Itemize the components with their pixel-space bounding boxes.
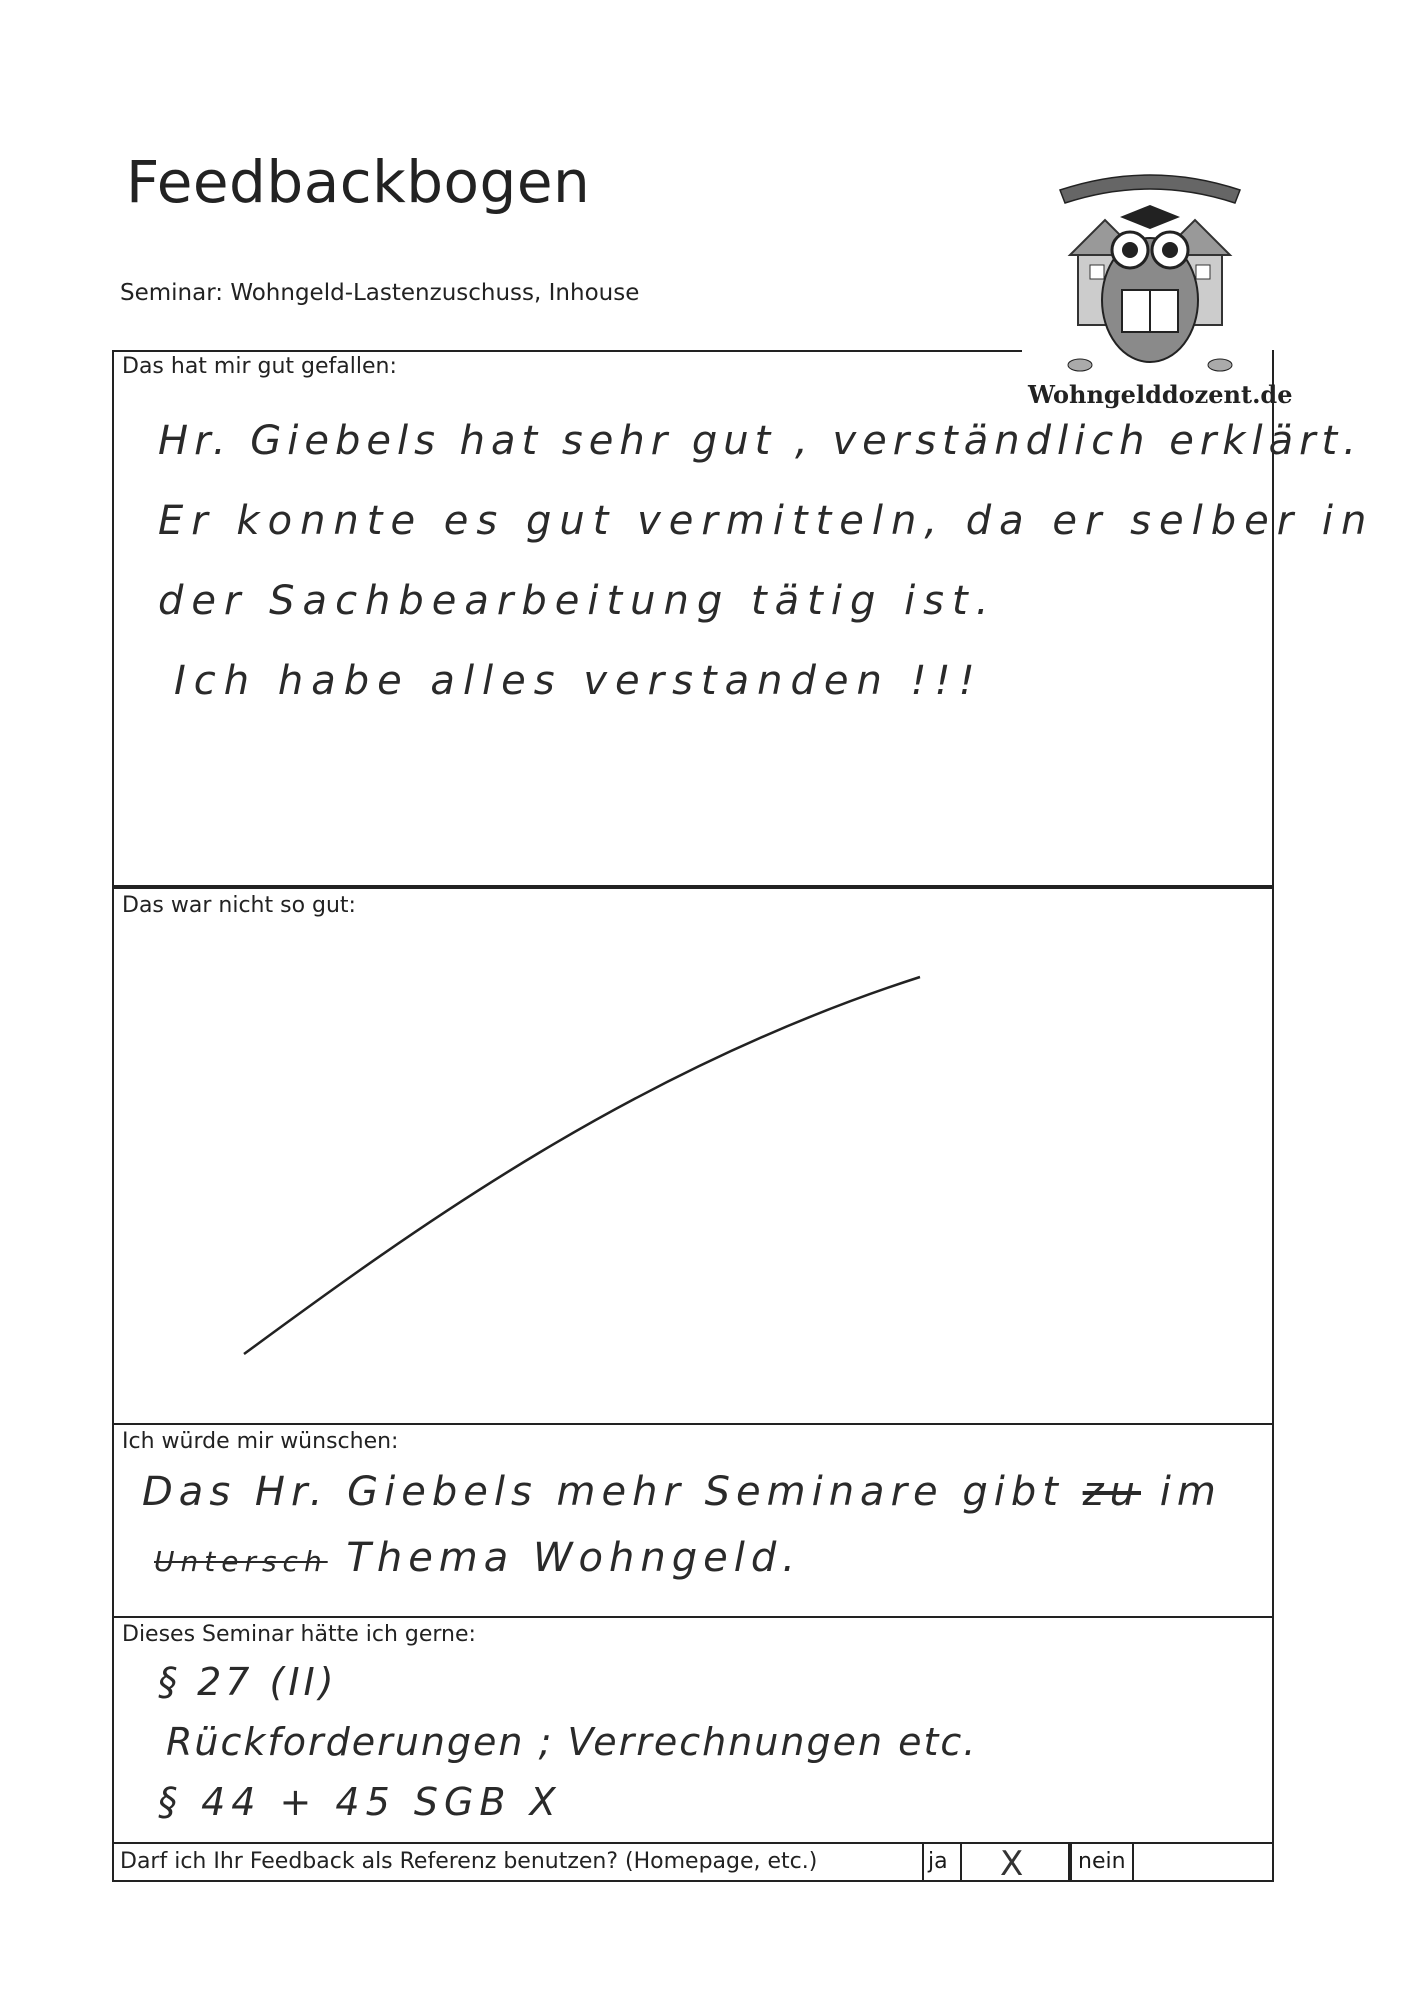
seminar-subtitle: Seminar: Wohngeld-Lastenzuschuss, Inhouse	[120, 280, 640, 306]
section-not-good	[112, 887, 1274, 1425]
section-liked	[112, 350, 1375, 887]
handwritten-line: Ich habe alles verstanden !!!	[174, 658, 983, 704]
section-not-good-label: Das war nicht so gut:	[122, 893, 356, 918]
reference-box-divider	[922, 1842, 924, 1882]
section-liked-label: Das hat mir gut gefallen:	[122, 354, 397, 379]
yes-label: ja	[928, 1849, 948, 1874]
section-wish-label: Ich würde mir wünschen:	[122, 1429, 399, 1454]
section-want-label: Dieses Seminar hätte ich gerne:	[122, 1622, 476, 1647]
handwritten-line: Hr. Giebels hat sehr gut , verständlich erklärt.	[158, 418, 1362, 464]
owl-logo	[1050, 165, 1250, 380]
reference-box-divider	[1070, 1842, 1072, 1882]
handwritten-line: § 27 (II)	[158, 1660, 338, 1704]
checkbox-x-mark: X	[1000, 1844, 1024, 1884]
section-want	[112, 1616, 1274, 1844]
handwritten-line: Untersch Thema Wohngeld.	[154, 1535, 801, 1581]
no-label: nein	[1078, 1849, 1126, 1874]
handwritten-line: Er konnte es gut vermitteln, da er selber in	[158, 498, 1375, 544]
owl-logo-icon	[1050, 165, 1250, 380]
handwritten-line: § 44 + 45 SGB X	[158, 1780, 562, 1824]
strike-through-line	[114, 889, 1276, 1427]
handwritten-line: Rückforderungen ; Verrechnungen etc.	[166, 1720, 978, 1764]
logo-site-text: Wohngelddozent.de	[1028, 380, 1293, 409]
reference-question: Darf ich Ihr Feedback als Referenz benutzen? (Homepage, etc.)	[120, 1849, 818, 1874]
handwritten-line: der Sachbearbeitung tätig ist.	[158, 578, 997, 624]
yes-checkbox[interactable]	[960, 1842, 1070, 1882]
handwritten-line: Das Hr. Giebels mehr Seminare gibt zu im	[142, 1469, 1222, 1515]
no-checkbox[interactable]	[1132, 1842, 1274, 1882]
section-wish	[112, 1423, 1274, 1618]
reference-row	[112, 1842, 1274, 1882]
page-title: Feedbackbogen	[126, 148, 591, 216]
